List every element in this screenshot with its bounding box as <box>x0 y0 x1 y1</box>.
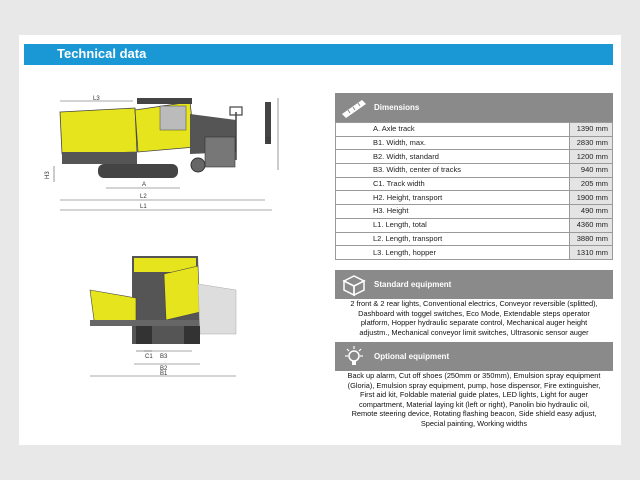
row-value: 1200 mm <box>570 150 613 164</box>
standard-equipment-label: Standard equipment <box>374 280 452 289</box>
hopper-base-shape <box>62 152 137 164</box>
table-row <box>336 136 613 150</box>
equipment-line: compartment, Material laying kit (left or right), Panolin bio hydraulic oil, <box>358 399 590 409</box>
h3-label: H3 <box>45 171 51 179</box>
dimensions-label: Dimensions <box>374 103 420 112</box>
hopper-shape <box>60 108 137 154</box>
screed-shape <box>205 137 235 167</box>
left-track-front-shape <box>136 326 152 344</box>
track-shape <box>98 164 178 178</box>
cab-window-shape <box>160 106 186 130</box>
row-label: L1. Length, total <box>336 218 570 232</box>
dimensions-header <box>335 93 613 122</box>
equipment-line: Special painting, Working widths <box>420 418 528 428</box>
row-value: 940 mm <box>570 164 613 178</box>
row-value: 490 mm <box>570 205 613 219</box>
title-bar <box>24 44 613 65</box>
equipment-line: (Gloria), Emulsion spray equipment, pump, hose dispensor, Fire extinguisher, <box>347 380 601 390</box>
equipment-line: First aid kit, Foldable material guide plates, LED lights, Light for auger <box>360 390 588 400</box>
row-label: B3. Width, center of tracks <box>336 164 570 178</box>
row-label: B2. Width, standard <box>336 150 570 164</box>
table-row <box>336 232 613 246</box>
row-label: A. Axle track <box>336 123 570 137</box>
equipment-line: adjustm., Mechanical conveyor limit switches, Ultrasonic sensor auger <box>359 327 589 337</box>
optional-equipment-label: Optional equipment <box>374 352 450 361</box>
front-hopper-wing-shape <box>164 266 200 320</box>
box-icon <box>340 273 368 297</box>
table-row <box>336 164 613 178</box>
standard-equipment-header <box>335 270 613 299</box>
row-value: 3880 mm <box>570 232 613 246</box>
row-value: 205 mm <box>570 177 613 191</box>
l3-label: L3 <box>93 96 100 102</box>
wheel-shape <box>191 158 205 172</box>
b1-label: B1 <box>160 371 168 377</box>
row-label: L2. Length, transport <box>336 232 570 246</box>
b3-label: B3 <box>160 354 168 360</box>
table-row <box>336 177 613 191</box>
side-view-drawing <box>40 92 290 214</box>
extension-shape <box>198 284 236 334</box>
roof-shape <box>137 98 192 104</box>
ruler-icon <box>340 96 368 120</box>
table-row <box>336 191 613 205</box>
front-view-drawing <box>88 254 240 380</box>
row-label: H2. Height, transport <box>336 191 570 205</box>
table-row <box>336 123 613 137</box>
h2-label: H2 <box>267 136 273 144</box>
table-row <box>336 205 613 219</box>
row-value: 1900 mm <box>570 191 613 205</box>
row-label: C1. Track width <box>336 177 570 191</box>
c1-label: C1 <box>145 354 153 360</box>
right-track-front-shape <box>184 326 200 344</box>
row-value: 1390 mm <box>570 123 613 137</box>
l2-label: L2 <box>140 194 147 200</box>
row-value: 2830 mm <box>570 136 613 150</box>
table-row <box>336 150 613 164</box>
lightbulb-icon <box>340 345 368 369</box>
dimensions-table <box>335 122 613 260</box>
row-label: L3. Length, hopper <box>336 246 570 260</box>
optional-equipment-text <box>335 371 613 429</box>
equipment-line: Dashboard with toggel switches, Eco Mode, Extendable steps operator <box>358 308 590 318</box>
equipment-line: Back up alarm, Cut off shoes (250mm or 350mm), Emulsion spray equipment <box>347 371 601 380</box>
equipment-line: Remote steering device, Rotating flashing beacon, Side shield easy adjust, <box>351 409 597 419</box>
a-label: A <box>142 182 147 188</box>
equipment-line: platform, Hopper hydraulic separate control, Mechanical auger height <box>360 318 588 328</box>
equipment-line: 2 front & 2 rear lights, Conventional electrics, Conveyor reversible (splitted), <box>350 299 598 308</box>
row-label: H3. Height <box>336 205 570 219</box>
page-title: Technical data <box>57 46 147 61</box>
row-label: B1. Width, max. <box>336 136 570 150</box>
optional-equipment-header <box>335 342 613 371</box>
table-row <box>336 218 613 232</box>
row-value: 1310 mm <box>570 246 613 260</box>
standard-equipment-text <box>335 299 613 337</box>
b2-label: B2 <box>160 366 168 372</box>
row-value: 4360 mm <box>570 218 613 232</box>
screed-plate-shape <box>90 320 208 326</box>
l1-label: L1 <box>140 204 147 210</box>
table-row <box>336 246 613 260</box>
